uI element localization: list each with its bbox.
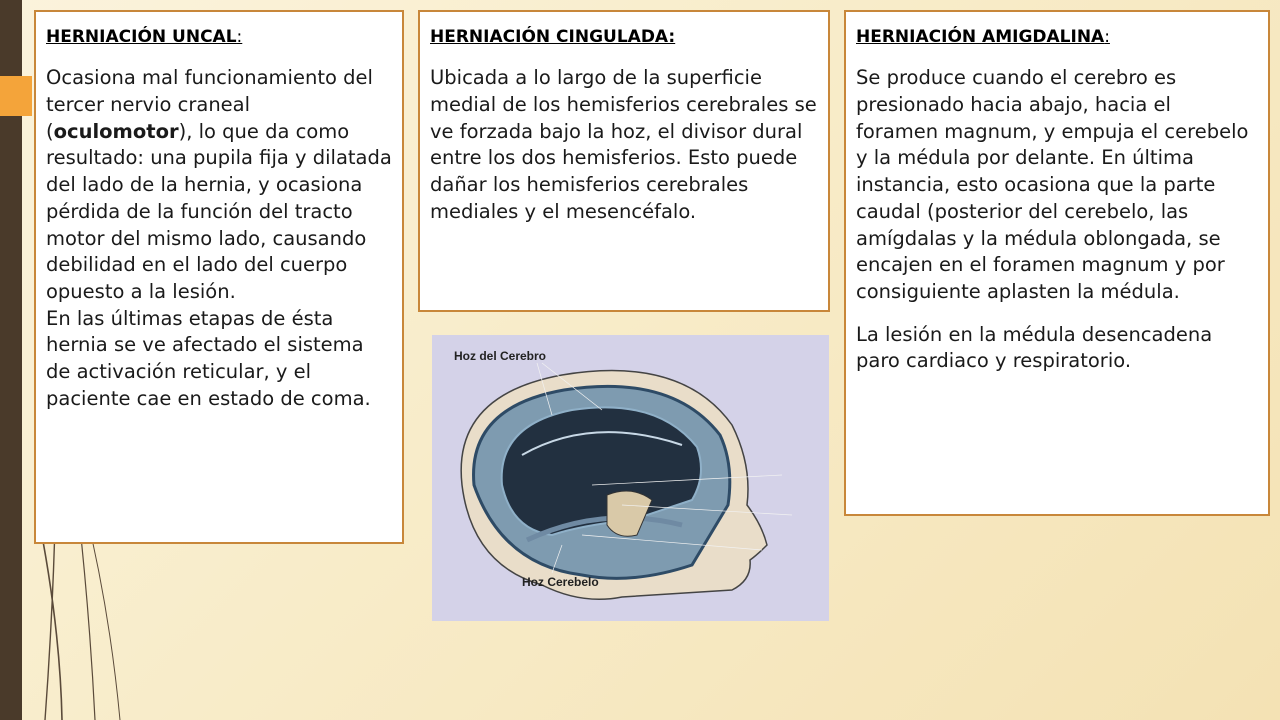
anatomy-illustration [432,335,829,621]
uncal-paragraph-2: En las últimas etapas de ésta hernia se ve afectado el sistema de activación reticular, y el paciente cae en estado de coma. [46,306,371,410]
cingulate-herniation-box [418,10,830,312]
tonsillar-paragraph-1: Se produce cuando el cerebro es presionado hacia abajo, hacia el foramen magnum, y empuja el cerebelo y la médula por delante. En última instancia, esto ocasiona que la parte caudal (posterior del cerebelo, las amígdalas y la médula oblongada, se encajen en el foramen magnum y por consiguiente aplasten la médula. [856,66,1249,303]
cingulate-title: HERNIACIÓN CINGULADA: [430,27,676,47]
cingulate-paragraph: Ubicada a lo largo de la superficie medial de los hemisferios cerebrales se ve forzada bajo la hoz, el divisor dural entre los dos hemisferios. Esto puede dañar los hemisferios cerebrales mediales y el mesencéfalo. [430,66,817,223]
falx-cerebri-label: Hoz del Cerebro [454,349,547,363]
falx-cerebelli-label: Hoz Cerebelo [522,575,599,589]
uncal-paragraph-1: Ocasiona mal funcionamiento del tercer nervio craneal (oculomotor), lo que da como resultado: una pupila fija y dilatada del lado de la hernia, y ocasiona pérdida de la función del tracto motor del mismo lado, causando debilidad en el lado del cuerpo opuesto a la lesión. [46,66,392,303]
tonsillar-herniation-box [844,10,1270,516]
tonsillar-title: HERNIACIÓN AMIGDALINA: [856,27,1110,47]
uncal-herniation-box [34,10,404,544]
tonsillar-paragraph-2: La lesión en la médula desencadena paro cardiaco y respiratorio. [856,322,1213,373]
uncal-title: HERNIACIÓN UNCAL: [46,27,243,47]
head-sagittal-drawing [432,335,829,621]
